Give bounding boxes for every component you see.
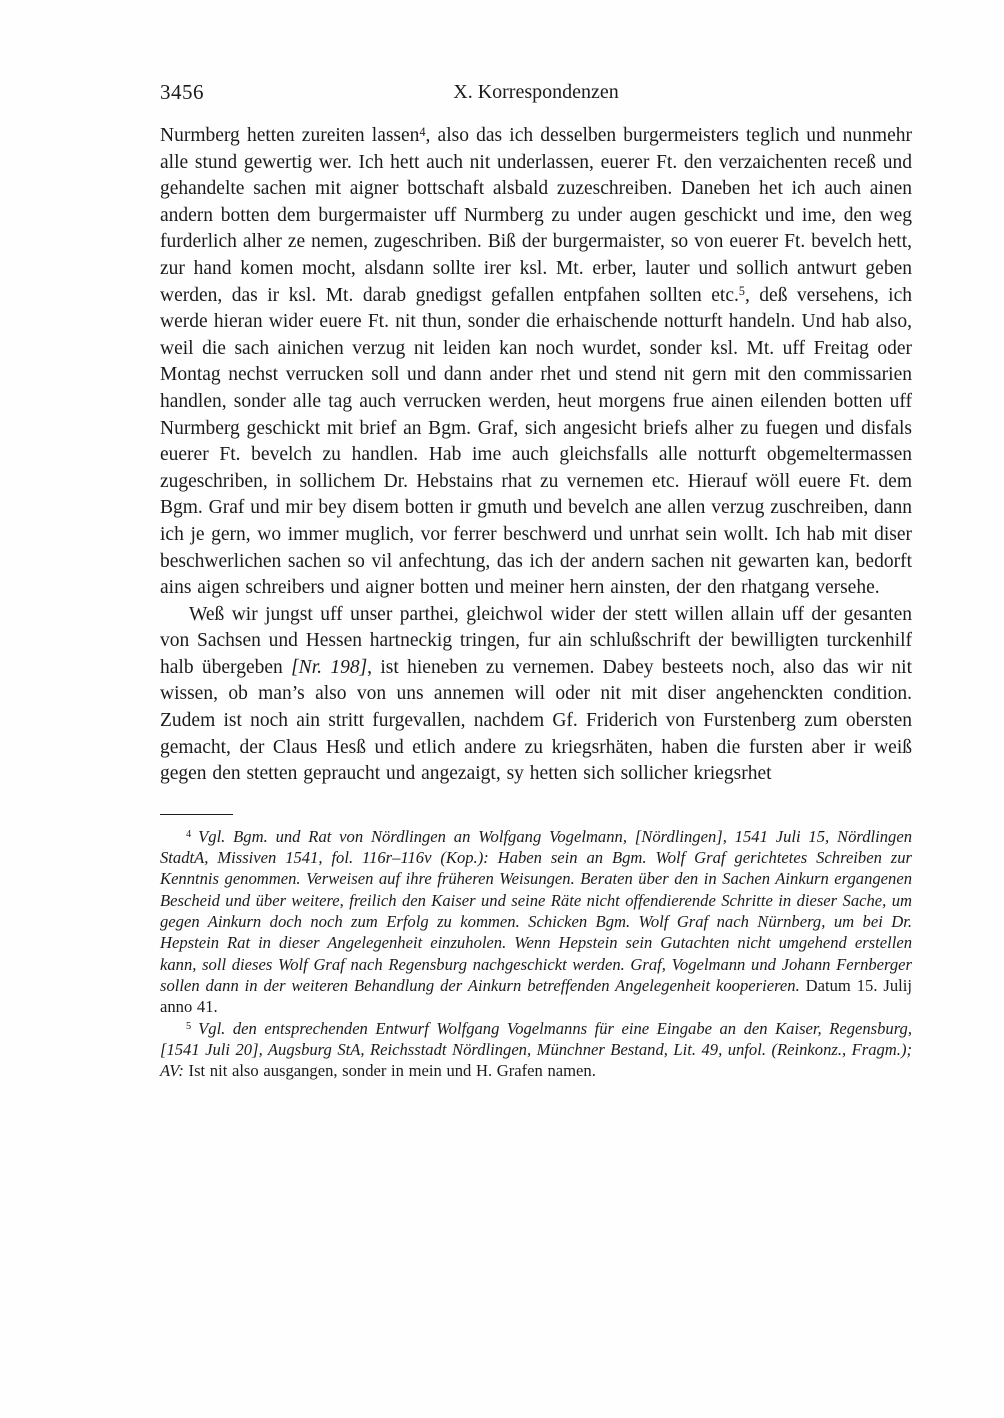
- text-segment: Datum 15. Julij anno 41.: [160, 975, 912, 1017]
- text-segment: Vgl. den entsprechenden Entwurf Wolfgang Vogelmanns für eine Eingabe an den Kaiser, Regensburg, [1541 Juli 20], Augsburg StA, Reichsstadt Nördlingen, Münchner Bestand, Lit. 49, unfol. (Reinkonz., Fragm.); AV:: [160, 1018, 912, 1081]
- footnote: [160, 1018, 912, 1082]
- text-segment: Ist nit also ausgangen, sonder in mein und H. Grafen namen.: [188, 1061, 596, 1081]
- text-segment: , also das ich desselben burgermeisters teglich und nunmehr alle stund gewertig wer. Ich hett auch nit underlassen, euerer Ft. den verzaichenten receß und gehandelte sachen mit aigner bottschaft alsbald zuzeschreiben. Daneben het ich auch ainen andern botten dem burgermaister uff Nurmberg zu under augen geschickt und ime, den weg furderlich alher ze nemen, zugeschriben. Biß der burgermaister, so von euerer Ft. bevelch hett, zur hand komen mocht, alsdann sollte irer ksl. Mt. erber, lauter und sollich antwurt geben werden, das ir ksl. Mt. darab gnedigst gefallen entpfahen sollten etc.: [160, 125, 912, 306]
- footnote: [160, 826, 912, 1018]
- main-text: [160, 123, 912, 788]
- footnote-reference: 5: [738, 284, 745, 299]
- page-number: 3456: [160, 80, 204, 104]
- footnote-list: [160, 826, 912, 1082]
- paragraph: [160, 123, 912, 602]
- text-segment: Nurmberg hetten zureiten lassen: [160, 125, 420, 146]
- text-segment: [Nr. 198]: [291, 656, 368, 678]
- footnote-marker: 4: [186, 829, 192, 841]
- footnote-marker: 5: [186, 1020, 192, 1032]
- footnote-reference: 4: [419, 124, 426, 139]
- footnote-separator: [160, 814, 233, 815]
- text-block: [160, 80, 912, 1081]
- text-segment: Vgl. Bgm. und Rat von Nördlingen an Wolfgang Vogelmann, [Nördlingen], 1541 Juli 15, Nördlingen StadtA, Missiven 1541, fol. 116r–116v (Kop.): Haben sein an Bgm. Wolf Graf gerichtetes Schreiben zur Kenntnis genommen. Verweisen auf ihre früheren Weisungen. Beraten über den in Sachen Ainkurn ergangenen Bescheid und über weitere, freilich den Kaiser und seine Räte nicht offendierende Schritte in dieser Sache, um gegen Ainkurn doch noch zum Erfolg zu kommen. Schicken Bgm. Wolf Graf nach Nürnberg, um bei Dr. Hepstein Rat in dieser Angelegenheit einzuholen. Wenn Hepstein sein Gutachten nicht umgehend erstellen kann, soll dieses Wolf Graf nach Regensburg nachgeschickt werden. Graf, Vogelmann und Johann Fernberger sollen dann in der weiteren Behandlung der Ainkurn betreffenden Angelegenheit kooperieren.: [160, 826, 912, 995]
- text-segment: , ist hieneben zu vernemen. Dabey besteets noch, also das wir nit wissen, ob man’s also von uns annemen will oder nit mit diser angehenckten condition. Zudem ist noch ain stritt furgevallen, nachdem Gf. Friderich von Furstenberg zum obersten gemacht, der Claus Hesß und etlich andere zu kriegsrhäten, haben die fursten aber ir weiß gegen den stetten gepraucht und angezaigt, sy hetten sich sollicher kriegsrhet: [160, 656, 912, 785]
- running-title: X. Korrespondenzen: [453, 81, 619, 103]
- text-segment: Weß wir jungst uff unser parthei, gleichwol wider der stett willen allain uff der gesanten von Sachsen und Hessen hartneckig tringen, fur ain schlußschrift der bewilligten turckenhilf halb übergeben: [160, 603, 912, 678]
- paragraph: [160, 602, 912, 788]
- text-segment: , deß versehens, ich werde hieran wider euere Ft. nit thun, sonder die erhaischende notturft handeln. Und hab also, weil die sach ainichen verzug nit leiden kan noch wurdet, sonder ksl. Mt. uff Freitag oder Montag nechst verrucken soll und dann ander rhet und stend nit gern mit den commissarien handlen, sonder alle tag auch verrucken werden, heut morgens frue ainen eilenden botten uff Nurmberg geschickt mit brief an Bgm. Graf, sich angesicht briefs alher zu fuegen und disfals euerer Ft. bevelch zu handlen. Hab ime auch gleichsfalls alle notturft obgemeltermassen zugeschriben, in sollichem Dr. Hebstains rhat zu vernemen etc. Hierauf wöll euere Ft. dem Bgm. Graf und mir bey disem botten ir gmuth und bevelch ane allen verzug zuschreiben, dann ich je gern, wo immer muglich, vor ferrer beschwerd und unrhat sein wollt. Ich hab mit diser beschwerlichen sachen so vil anfechtung, das ich der andern sachen nit gewarten kan, bedorft ains aigen schreibers und aigner botten und meiner hern ainsten, der den rhatgang versehe.: [160, 284, 912, 599]
- page-header: [160, 80, 912, 108]
